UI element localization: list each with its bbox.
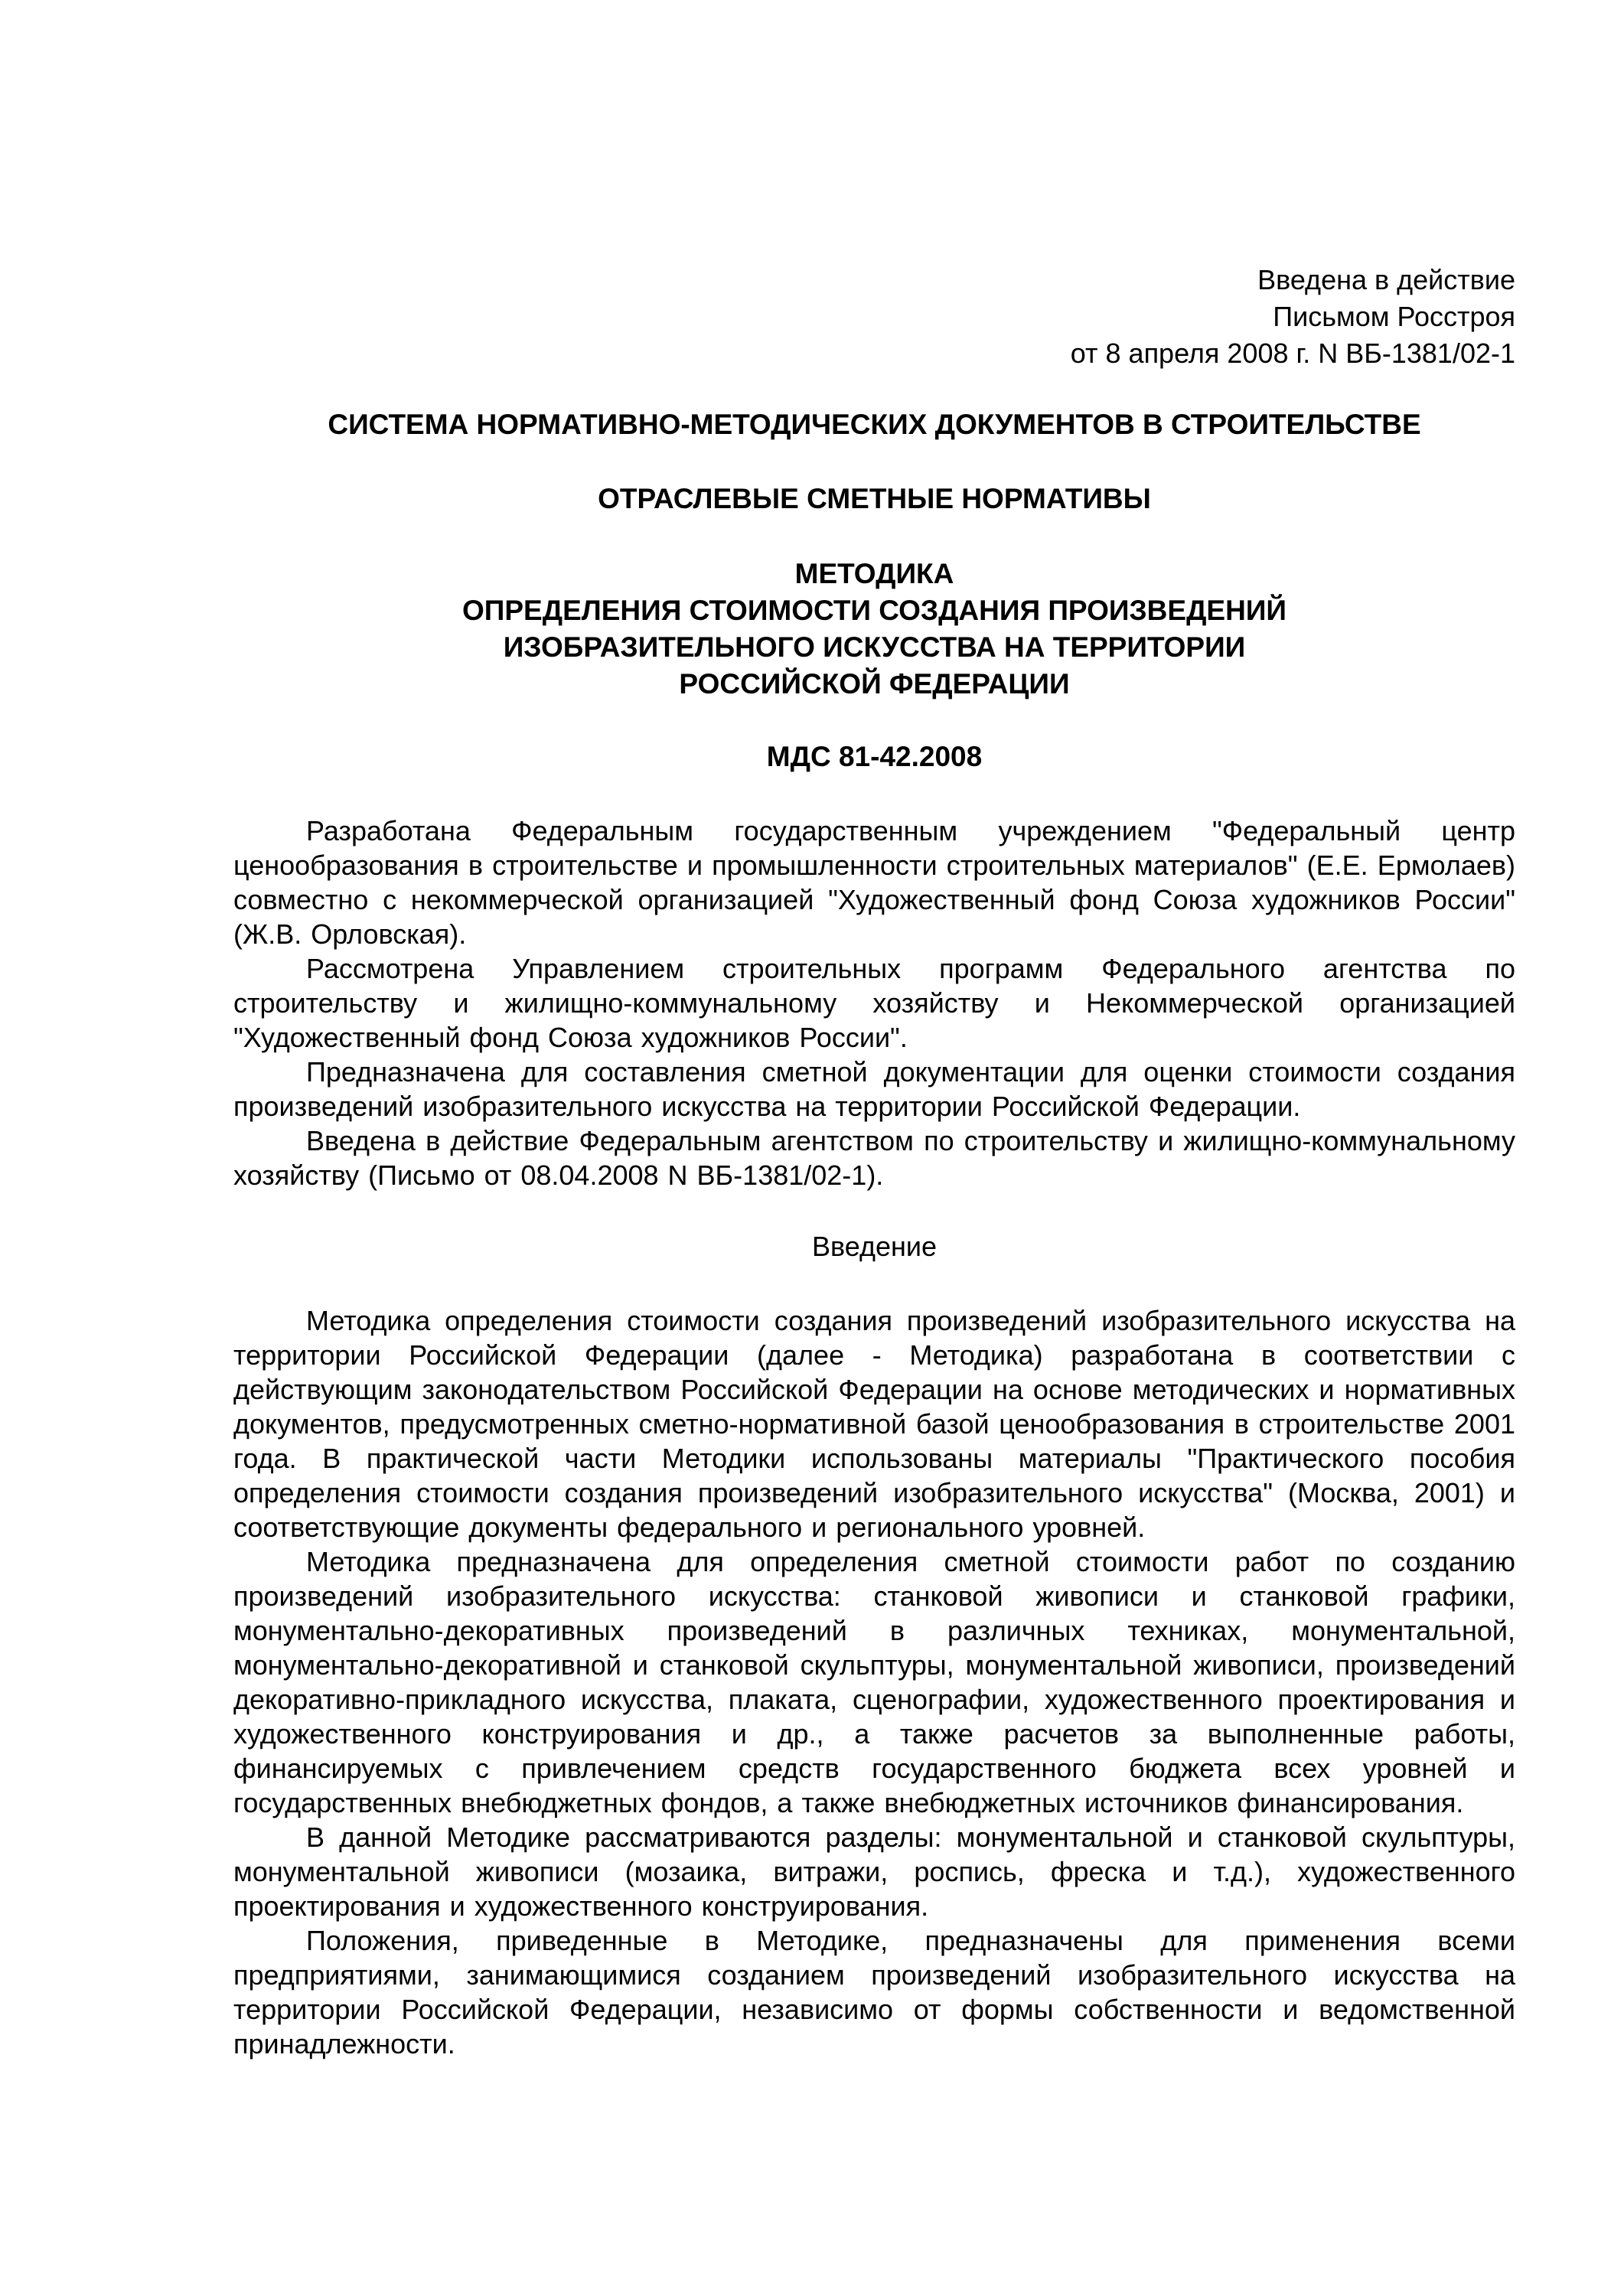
document-content <box>233 0 1515 2061</box>
issuance-note-line-3: от 8 апреля 2008 г. N ВБ-1381/02-1 <box>1070 338 1515 369</box>
document-title-line-1: МЕТОДИКА <box>794 558 954 589</box>
sector-heading: ОТРАСЛЕВЫЕ СМЕТНЫЕ НОРМАТИВЫ <box>598 483 1151 514</box>
document-title-line-3: ИЗОБРАЗИТЕЛЬНОГО ИСКУССТВА НА ТЕРРИТОРИИ <box>503 631 1246 663</box>
issuance-note <box>233 262 1515 372</box>
document-title <box>233 556 1515 703</box>
issuance-note-line-1: Введена в действие <box>1257 264 1515 295</box>
preamble-paragraph-3: Предназначена для составления сметной документации для оценки стоимости создания произведений изобразительного искусства на территории Российской Федерации. <box>233 1056 1515 1122</box>
issuance-note-line-2: Письмом Росстроя <box>1273 301 1515 332</box>
introduction-paragraph-3: В данной Методике рассматриваются разделы: монументальной и станковой скульптуры, монументальной живописи (мозаика, витражи, роспись, фреска и т.д.), художественного проектирования и художественного конструирования. <box>233 1821 1515 1922</box>
document-number: МДС 81-42.2008 <box>766 741 983 772</box>
document-title-line-2: ОПРЕДЕЛЕНИЯ СТОИМОСТИ СОЗДАНИЯ ПРОИЗВЕДЕНИЙ <box>461 595 1287 626</box>
document-title-line-4: РОССИЙСКОЙ ФЕДЕРАЦИИ <box>679 668 1070 700</box>
introduction-paragraph-4: Положения, приведенные в Методике, предназначены для применения всеми предприятиями, занимающимися созданием произведений изобразительного искусства на территории Российской Федерации, независимо от формы собственности и ведомственной принадлежности. <box>233 1925 1515 2060</box>
preamble-paragraph-4: Введена в действие Федеральным агентством по строительству и жилищно-коммунальному хозяйству (Письмо от 08.04.2008 N ВБ-1381/02-1). <box>233 1125 1515 1191</box>
preamble-section <box>233 814 1515 1192</box>
system-heading: СИСТЕМА НОРМАТИВНО-МЕТОДИЧЕСКИХ ДОКУМЕНТОВ В СТРОИТЕЛЬСТВЕ <box>328 409 1421 440</box>
introduction-heading: Введение <box>811 1231 937 1262</box>
introduction-section <box>233 1303 1515 2061</box>
introduction-paragraph-2: Методика предназначена для определения сметной стоимости работ по созданию произведений изобразительного искусства: станковой живописи и станковой графики, монументально-декоративных произведений в различных техниках, монументальной, монументально-декоративной и станковой скульптуры, монументальной живописи, произведений декоративно-прикладного искусства, плаката, сценографии, художественного проектирования и художественного конструирования и др., а также расчетов за выполненные работы, финансируемых с привлечением средств государственного бюджета всех уровней и государственных внебюджетных фондов, а также внебюджетных источников финансирования. <box>233 1546 1515 1818</box>
preamble-paragraph-2: Рассмотрена Управлением строительных программ Федерального агентства по строительству и жилищно-коммунальному хозяйству и Некоммерческой организацией "Художественный фонд Союза художников России". <box>233 953 1515 1053</box>
introduction-paragraph-1: Методика определения стоимости создания произведений изобразительного искусства на территории Российской Федерации (далее - Методика) разработана в соответствии с действующим законодательством Российской Федерации на основе методических и нормативных документов, предусмотренных сметно-нормативной базой ценообразования в строительстве 2001 года. В практической части Методики использованы материалы "Практического пособия определения стоимости создания произведений изобразительного искусства" (Москва, 2001) и соответствующие документы федерального и регионального уровней. <box>233 1305 1515 1543</box>
preamble-paragraph-1: Разработана Федеральным государственным учреждением "Федеральный центр ценообразования в строительстве и промышленности строительных материалов" (Е.Е. Ермолаев) совместно с некоммерческой организацией "Художественный фонд Союза художников России" (Ж.В. Орловская). <box>233 815 1515 950</box>
